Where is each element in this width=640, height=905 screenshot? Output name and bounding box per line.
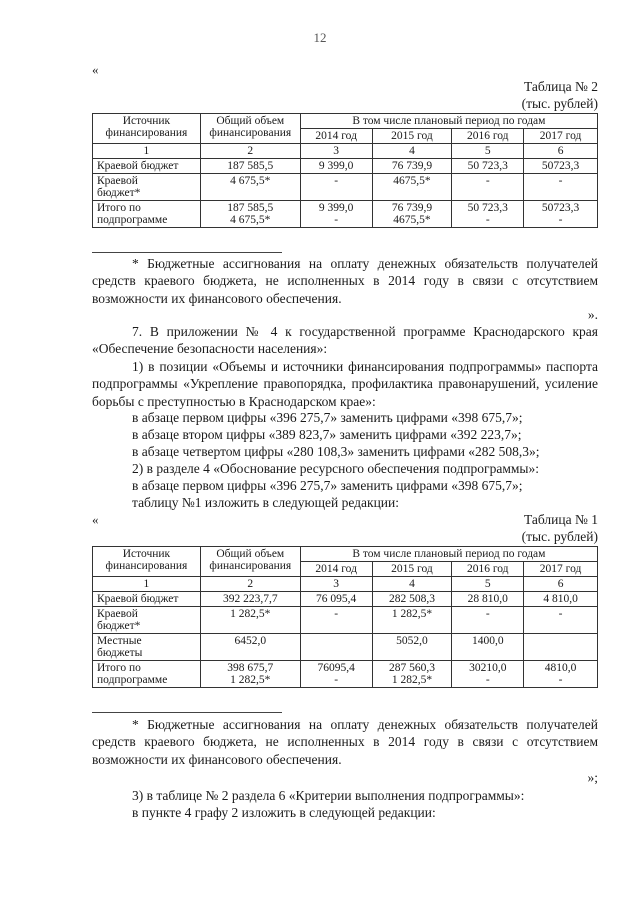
table2-caption <box>522 78 598 112</box>
line-table-2-criteria: 3) в таблице № 2 раздела 6 «Критерии выполнения подпрограммы»: <box>132 788 525 803</box>
cell-source <box>93 201 201 228</box>
close-quote-1: ». <box>587 307 598 322</box>
cell-line: 50 723,3 <box>467 160 508 172</box>
cell-y4 <box>524 661 598 688</box>
cell-line: - <box>558 674 563 686</box>
header-year: 2015 год <box>372 129 452 144</box>
cell-line: 1 282,5* <box>391 674 433 686</box>
cell-line: 4 810,0 <box>543 593 578 605</box>
column-number: 3 <box>300 577 372 592</box>
cell-line: Местные <box>97 635 142 647</box>
cell-line: - <box>485 608 490 620</box>
table-row <box>93 661 598 688</box>
header-source-line: Источник <box>122 115 171 127</box>
cell-line: 76 739,9 <box>391 202 433 214</box>
column-number: 1 <box>93 144 201 159</box>
table1-unit: (тыс. рублей) <box>521 529 598 544</box>
open-quote-2: « <box>92 512 99 527</box>
header-period: В том числе плановый период по годам <box>300 114 597 129</box>
table1-caption <box>522 511 598 545</box>
table-row <box>93 607 598 634</box>
cell-line: - <box>558 175 563 187</box>
table2-title: Таблица № 2 <box>524 79 598 94</box>
column-number: 4 <box>372 577 452 592</box>
column-number-row <box>93 577 598 592</box>
header-year: 2015 год <box>372 562 452 577</box>
cell-y1 <box>300 634 372 661</box>
footnote-2: * Бюджетные ассигнования на оплату денежных обязательств получателей средств краевого бюджета, не исполненных в 2014 году в связи с отсутствием возможности их финансового обеспечения. <box>92 717 598 767</box>
cell-total <box>200 661 300 688</box>
footnote-separator <box>92 252 282 253</box>
header-total-line: финансирования <box>209 127 292 139</box>
cell-source <box>93 607 201 634</box>
cell-line: - <box>485 175 490 187</box>
cell-y3 <box>452 661 524 688</box>
line-punkt-4: в пункте 4 графу 2 изложить в следующей редакции: <box>132 805 436 820</box>
cell-line: Краевой <box>97 608 138 620</box>
header-total <box>200 114 300 144</box>
column-number: 5 <box>452 144 524 159</box>
header-total-line: финансирования <box>209 560 292 572</box>
cell-y3 <box>452 634 524 661</box>
footnote-1: * Бюджетные ассигнования на оплату денежных обязательств получателей средств краевого бюджета, не исполненных в 2014 году в связи с отсутствием возможности их финансового обеспечения. <box>92 256 598 306</box>
header-source <box>93 114 201 144</box>
cell-line: 1400,0 <box>471 635 504 647</box>
cell-y2 <box>372 592 452 607</box>
cell-line: 50723,3 <box>541 202 580 214</box>
cell-line: 76095,4 <box>317 662 355 674</box>
cell-line: 4675,5* <box>393 175 431 187</box>
cell-y3 <box>452 201 524 228</box>
page-number: 12 <box>313 30 327 45</box>
cell-total <box>200 634 300 661</box>
financing-table-1 <box>92 546 598 688</box>
cell-line: - <box>485 674 490 686</box>
cell-line: Итого по <box>97 202 141 214</box>
table-row <box>93 174 598 201</box>
cell-y4 <box>524 159 598 174</box>
column-number: 1 <box>93 577 201 592</box>
cell-line: 9 399,0 <box>318 202 354 214</box>
cell-line: Краевой <box>97 175 138 187</box>
column-number: 5 <box>452 577 524 592</box>
header-source <box>93 547 201 577</box>
header-total-line: Общий объем <box>216 548 285 560</box>
cell-line: Краевой бюджет <box>97 593 179 605</box>
header-source-line: Источник <box>122 548 171 560</box>
cell-y1 <box>300 174 372 201</box>
header-year: 2014 год <box>300 129 372 144</box>
header-total-line: Общий объем <box>216 115 285 127</box>
cell-line: 6452,0 <box>234 635 267 647</box>
header-year: 2014 год <box>300 562 372 577</box>
paragraph-7: 7. В приложении № 4 к государственной программе Краснодарского края «Обеспечение безопасности населения»: <box>92 324 598 357</box>
open-quote: « <box>92 62 99 77</box>
column-number: 2 <box>200 144 300 159</box>
cell-y3 <box>452 174 524 201</box>
cell-line: 187 585,5 <box>227 160 274 172</box>
header-row <box>93 547 598 562</box>
header-row <box>93 114 598 129</box>
cell-line: подпрограмме <box>97 214 168 226</box>
cell-y1 <box>300 201 372 228</box>
cell-line: 1 282,5* <box>230 608 271 620</box>
cell-line: - <box>558 608 563 620</box>
line-abzac-4: в абзаце четвертом цифры «280 108,3» заменить цифрами «282 508,3»; <box>132 444 540 459</box>
table-row <box>93 201 598 228</box>
cell-source <box>93 592 201 607</box>
cell-line: - <box>334 175 339 187</box>
column-number: 4 <box>372 144 452 159</box>
column-number: 3 <box>300 144 372 159</box>
cell-line: 392 223,7,7 <box>222 593 278 605</box>
cell-y1 <box>300 661 372 688</box>
cell-line: 50 723,3 <box>467 202 508 214</box>
cell-total <box>200 607 300 634</box>
financing-table-2 <box>92 113 598 228</box>
cell-y4 <box>524 634 598 661</box>
cell-line: 5052,0 <box>396 635 428 647</box>
cell-line: 9 399,0 <box>318 160 354 172</box>
cell-line: 30210,0 <box>469 662 507 674</box>
line-abzac-first: в абзаце первом цифры «396 275,7» заменить цифрами «398 675,7»; <box>132 478 523 493</box>
cell-line: бюджет* <box>97 187 141 199</box>
cell-total <box>200 174 300 201</box>
cell-line: 76 095,4 <box>316 593 357 605</box>
line-abzac-1: в абзаце первом цифры «396 275,7» заменить цифрами «398 675,7»; <box>132 410 523 425</box>
cell-line: 4810,0 <box>544 662 577 674</box>
cell-line: 28 810,0 <box>467 593 508 605</box>
cell-line: 50723,3 <box>541 160 580 172</box>
header-year: 2016 год <box>452 129 524 144</box>
header-year: 2017 год <box>524 562 598 577</box>
cell-y2 <box>372 174 452 201</box>
cell-line: Итого по <box>97 662 141 674</box>
cell-y2 <box>372 159 452 174</box>
cell-y1 <box>300 159 372 174</box>
cell-line: бюджеты <box>97 647 143 659</box>
cell-total <box>200 159 300 174</box>
cell-y3 <box>452 607 524 634</box>
cell-line: 1 282,5* <box>230 674 271 686</box>
cell-line: - <box>558 214 563 226</box>
cell-line: - <box>334 674 339 686</box>
cell-y4 <box>524 174 598 201</box>
cell-y2 <box>372 201 452 228</box>
cell-line: 1 282,5* <box>391 608 433 620</box>
cell-line: Краевой бюджет <box>97 160 179 172</box>
cell-line: 76 739,9 <box>391 160 433 172</box>
cell-line: 4675,5* <box>393 214 431 226</box>
cell-line: - <box>485 214 490 226</box>
cell-y3 <box>452 592 524 607</box>
table1-title: Таблица № 1 <box>524 512 598 527</box>
line-section-4: 2) в разделе 4 «Обоснование ресурсного обеспечения подпрограммы»: <box>132 461 539 476</box>
table-row <box>93 159 598 174</box>
cell-y2 <box>372 607 452 634</box>
table-row <box>93 634 598 661</box>
paragraph-7-1: 1) в позиции «Объемы и источники финансирования подпрограммы» паспорта подпрограммы «Укрепление правопорядка, профилактика правонарушений, усиление борьбы с преступностью в Краснодарском крае»: <box>92 359 598 409</box>
cell-line: 282 508,3 <box>388 593 435 605</box>
cell-line: - <box>334 214 339 226</box>
cell-y1 <box>300 607 372 634</box>
close-quote-2: »; <box>587 770 598 785</box>
header-year: 2016 год <box>452 562 524 577</box>
footnote-separator-2 <box>92 712 282 713</box>
cell-line: 4 675,5* <box>230 214 271 226</box>
cell-y2 <box>372 661 452 688</box>
line-table-1: таблицу №1 изложить в следующей редакции: <box>132 495 399 510</box>
cell-y1 <box>300 592 372 607</box>
cell-total <box>200 201 300 228</box>
table2-unit: (тыс. рублей) <box>521 96 598 111</box>
cell-line: 4 675,5* <box>230 175 271 187</box>
cell-line: - <box>334 608 339 620</box>
column-number: 2 <box>200 577 300 592</box>
column-number: 6 <box>524 577 598 592</box>
column-number: 6 <box>524 144 598 159</box>
cell-y3 <box>452 159 524 174</box>
column-number-row <box>93 144 598 159</box>
header-source-line: финансирования <box>105 127 188 139</box>
cell-y4 <box>524 607 598 634</box>
cell-line: 398 675,7 <box>227 662 274 674</box>
header-source-line: финансирования <box>105 560 188 572</box>
table-row <box>93 592 598 607</box>
cell-line: бюджет* <box>97 620 141 632</box>
cell-y4 <box>524 592 598 607</box>
cell-line: 187 585,5 <box>227 202 274 214</box>
cell-total <box>200 592 300 607</box>
cell-source <box>93 159 201 174</box>
header-period: В том числе плановый период по годам <box>300 547 597 562</box>
cell-line: подпрограмме <box>97 674 168 686</box>
header-total <box>200 547 300 577</box>
line-abzac-2: в абзаце втором цифры «389 823,7» заменить цифрами «392 223,7»; <box>132 427 522 442</box>
cell-source <box>93 634 201 661</box>
cell-source <box>93 174 201 201</box>
header-year: 2017 год <box>524 129 598 144</box>
cell-line: 287 560,3 <box>388 662 435 674</box>
cell-y4 <box>524 201 598 228</box>
cell-source <box>93 661 201 688</box>
cell-y2 <box>372 634 452 661</box>
